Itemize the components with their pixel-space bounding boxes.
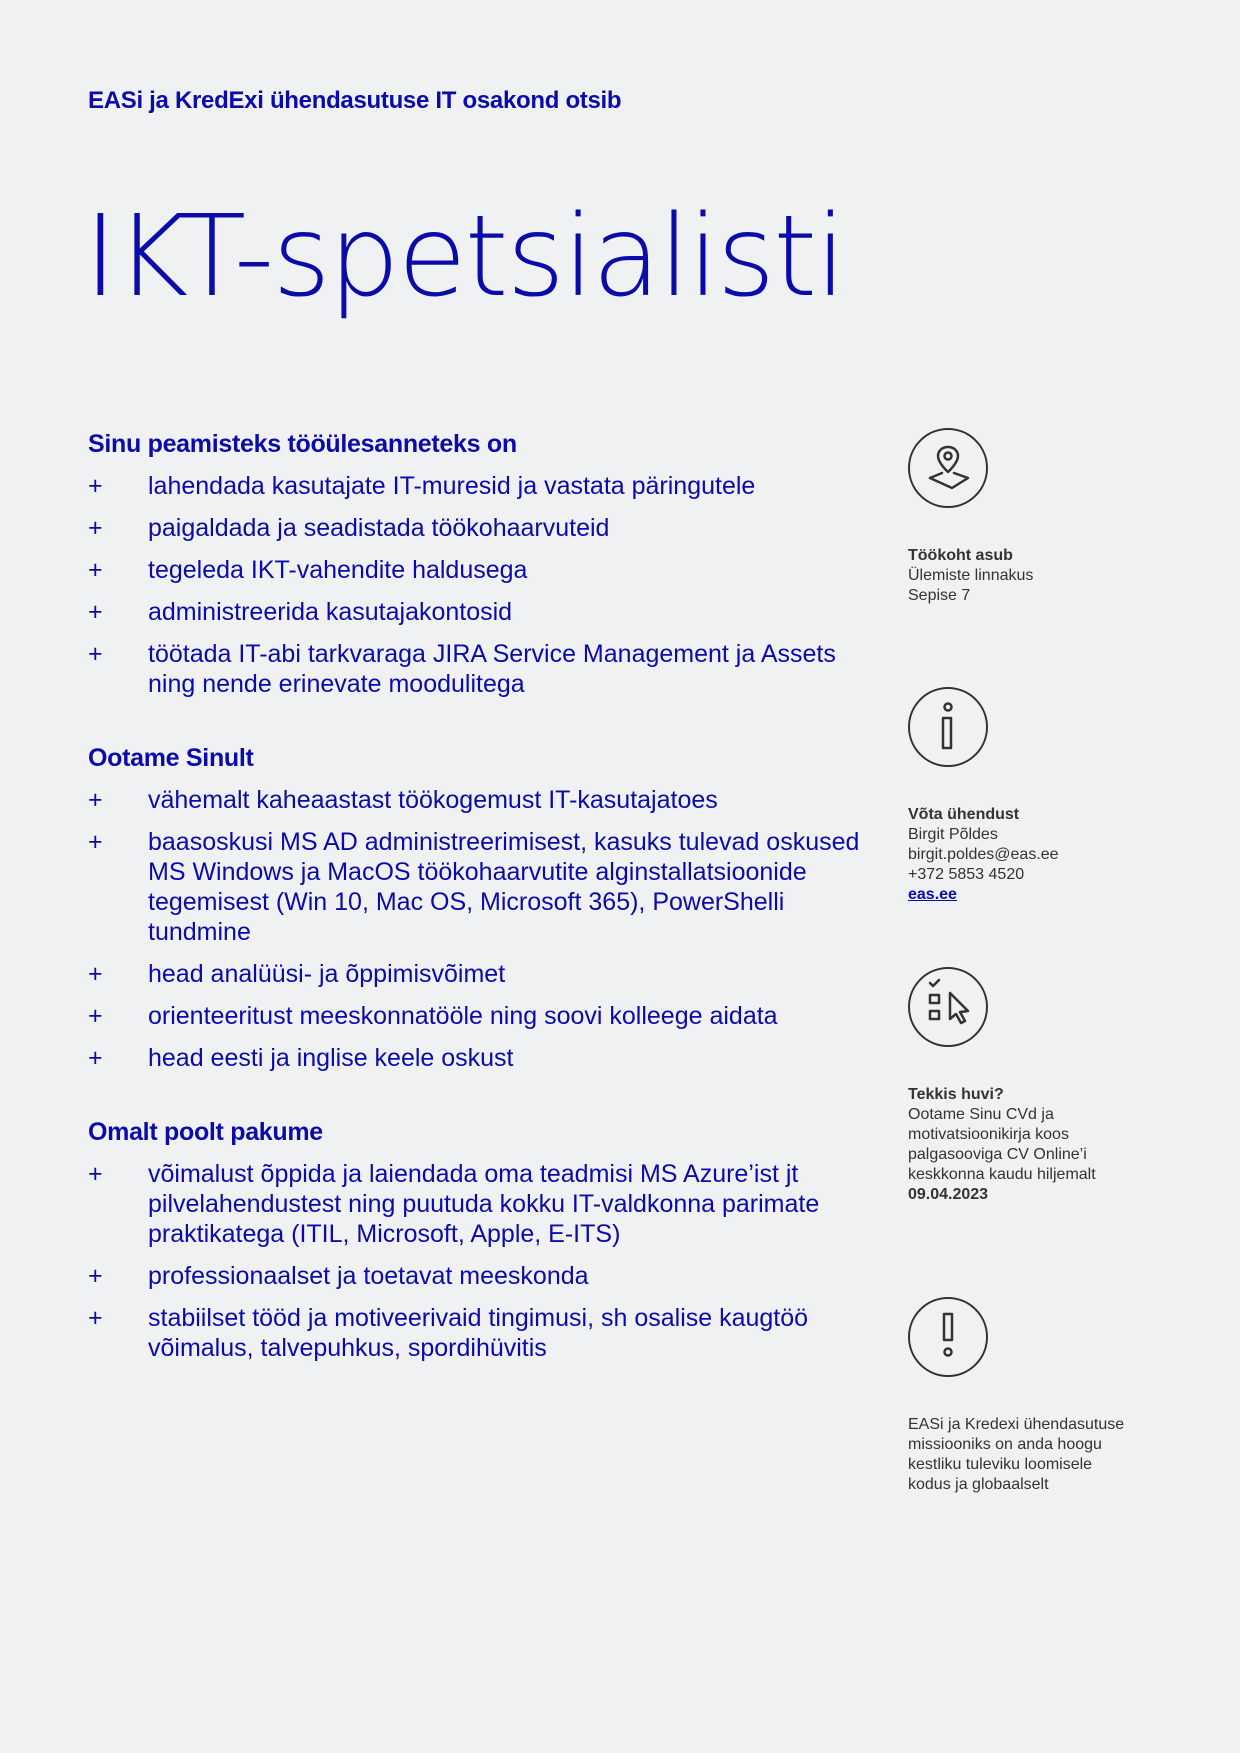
- list-item: + head analüüsi- ja õppimisvõimet: [88, 960, 506, 988]
- list-item: + orienteeritust meeskonnatööle ning soovi kolleege aidata: [88, 1002, 778, 1030]
- list-item: + töötada IT-abi tarkvaraga JIRA Service Management ja Assets ning nende erinevate moodulitega: [88, 640, 836, 698]
- mission-line: kestliku tuleviku loomisele: [908, 1456, 1093, 1473]
- checklist-cursor-icon: [908, 967, 988, 1047]
- contact-email[interactable]: birgit.poldes@eas.ee: [908, 846, 1059, 863]
- plus-icon: +: [88, 1160, 103, 1188]
- plus-icon: +: [88, 1002, 103, 1030]
- section-offer: [88, 1113, 878, 1363]
- sidebar-contact: [908, 687, 1158, 905]
- apply-heading: Tekkis huvi?: [908, 1086, 1004, 1103]
- apply-deadline: 09.04.2023: [908, 1186, 989, 1203]
- apply-line: palgasooviga CV Online’i: [908, 1146, 1087, 1163]
- mission-line: EASi ja Kredexi ühendasutuse: [908, 1416, 1125, 1433]
- plus-icon: +: [88, 556, 103, 584]
- contact-phone[interactable]: +372 5853 4520: [908, 866, 1025, 883]
- section-heading: Sinu peamisteks tööülesanneteks on: [88, 430, 517, 458]
- location-pin-icon: [908, 428, 988, 508]
- list-item: + tegeleda IKT-vahendite haldusega: [88, 556, 528, 584]
- plus-icon: +: [88, 960, 103, 988]
- header-kicker: EASi ja KredExi ühendasutuse IT osakond otsib: [88, 87, 622, 114]
- location-line: Sepise 7: [908, 587, 971, 604]
- apply-line: Ootame Sinu CVd ja: [908, 1106, 1054, 1123]
- list-item: + administreerida kasutajakontosid: [88, 598, 513, 626]
- contact-heading: Võta ühendust: [908, 806, 1020, 823]
- sidebar-location: [908, 428, 1158, 606]
- exclamation-icon: [908, 1297, 988, 1377]
- info-icon: [908, 687, 988, 767]
- apply-line: keskkonna kaudu hiljemalt: [908, 1166, 1096, 1183]
- plus-icon: +: [88, 472, 103, 500]
- location-heading: Töökoht asub: [908, 547, 1013, 564]
- apply-line: motivatsioonikirja koos: [908, 1126, 1069, 1143]
- list-item: + võimalust õppida ja laiendada oma teadmisi MS Azure’ist jt pilvelahendustest ning puutuda kokku IT-valdkonna parimate praktikatega (ITIL, Microsoft, Apple, E-ITS): [88, 1160, 820, 1248]
- plus-icon: +: [88, 786, 103, 814]
- page-title: IKT-spetsialisti: [84, 192, 845, 322]
- plus-icon: +: [88, 514, 103, 542]
- contact-name: Birgit Põldes: [908, 826, 998, 843]
- plus-icon: +: [88, 1262, 103, 1290]
- list-item: + head eesti ja inglise keele oskust: [88, 1044, 514, 1072]
- location-line: Ülemiste linnakus: [908, 567, 1034, 584]
- mission-line: kodus ja globaalselt: [908, 1476, 1049, 1493]
- main-content: [88, 425, 878, 1403]
- plus-icon: +: [88, 828, 103, 856]
- section-tasks: [88, 425, 878, 699]
- list-item: + vähemalt kaheaastast töökogemust IT-kasutajatoes: [88, 786, 718, 814]
- list-item: + lahendada kasutajate IT-muresid ja vastata päringutele: [88, 472, 756, 500]
- section-requirements: [88, 739, 878, 1073]
- list-item: + paigaldada ja seadistada töökohaarvuteid: [88, 514, 610, 542]
- list-item: + baasoskusi MS AD administreerimisest, kasuks tulevad oskused MS Windows ja MacOS töökohaarvutite alginstallatsioonide tegemisest (Win 10, Mac OS, Microsoft 365), PowerShelli tundmine: [88, 828, 860, 946]
- plus-icon: +: [88, 598, 103, 626]
- plus-icon: +: [88, 1304, 103, 1332]
- section-heading: Omalt poolt pakume: [88, 1118, 323, 1146]
- sidebar-apply: [908, 967, 1158, 1205]
- section-heading: Ootame Sinult: [88, 744, 254, 772]
- list-item: + professionaalset ja toetavat meeskonda: [88, 1262, 589, 1290]
- contact-website-link[interactable]: eas.ee: [908, 886, 957, 903]
- list-item: + stabiilset tööd ja motiveerivaid tingimusi, sh osalise kaugtöö võimalus, talvepuhkus, spordihüvitis: [88, 1304, 809, 1362]
- plus-icon: +: [88, 1044, 103, 1072]
- mission-line: missiooniks on anda hoogu: [908, 1436, 1102, 1453]
- plus-icon: +: [88, 640, 103, 668]
- sidebar-mission: [908, 1297, 1158, 1495]
